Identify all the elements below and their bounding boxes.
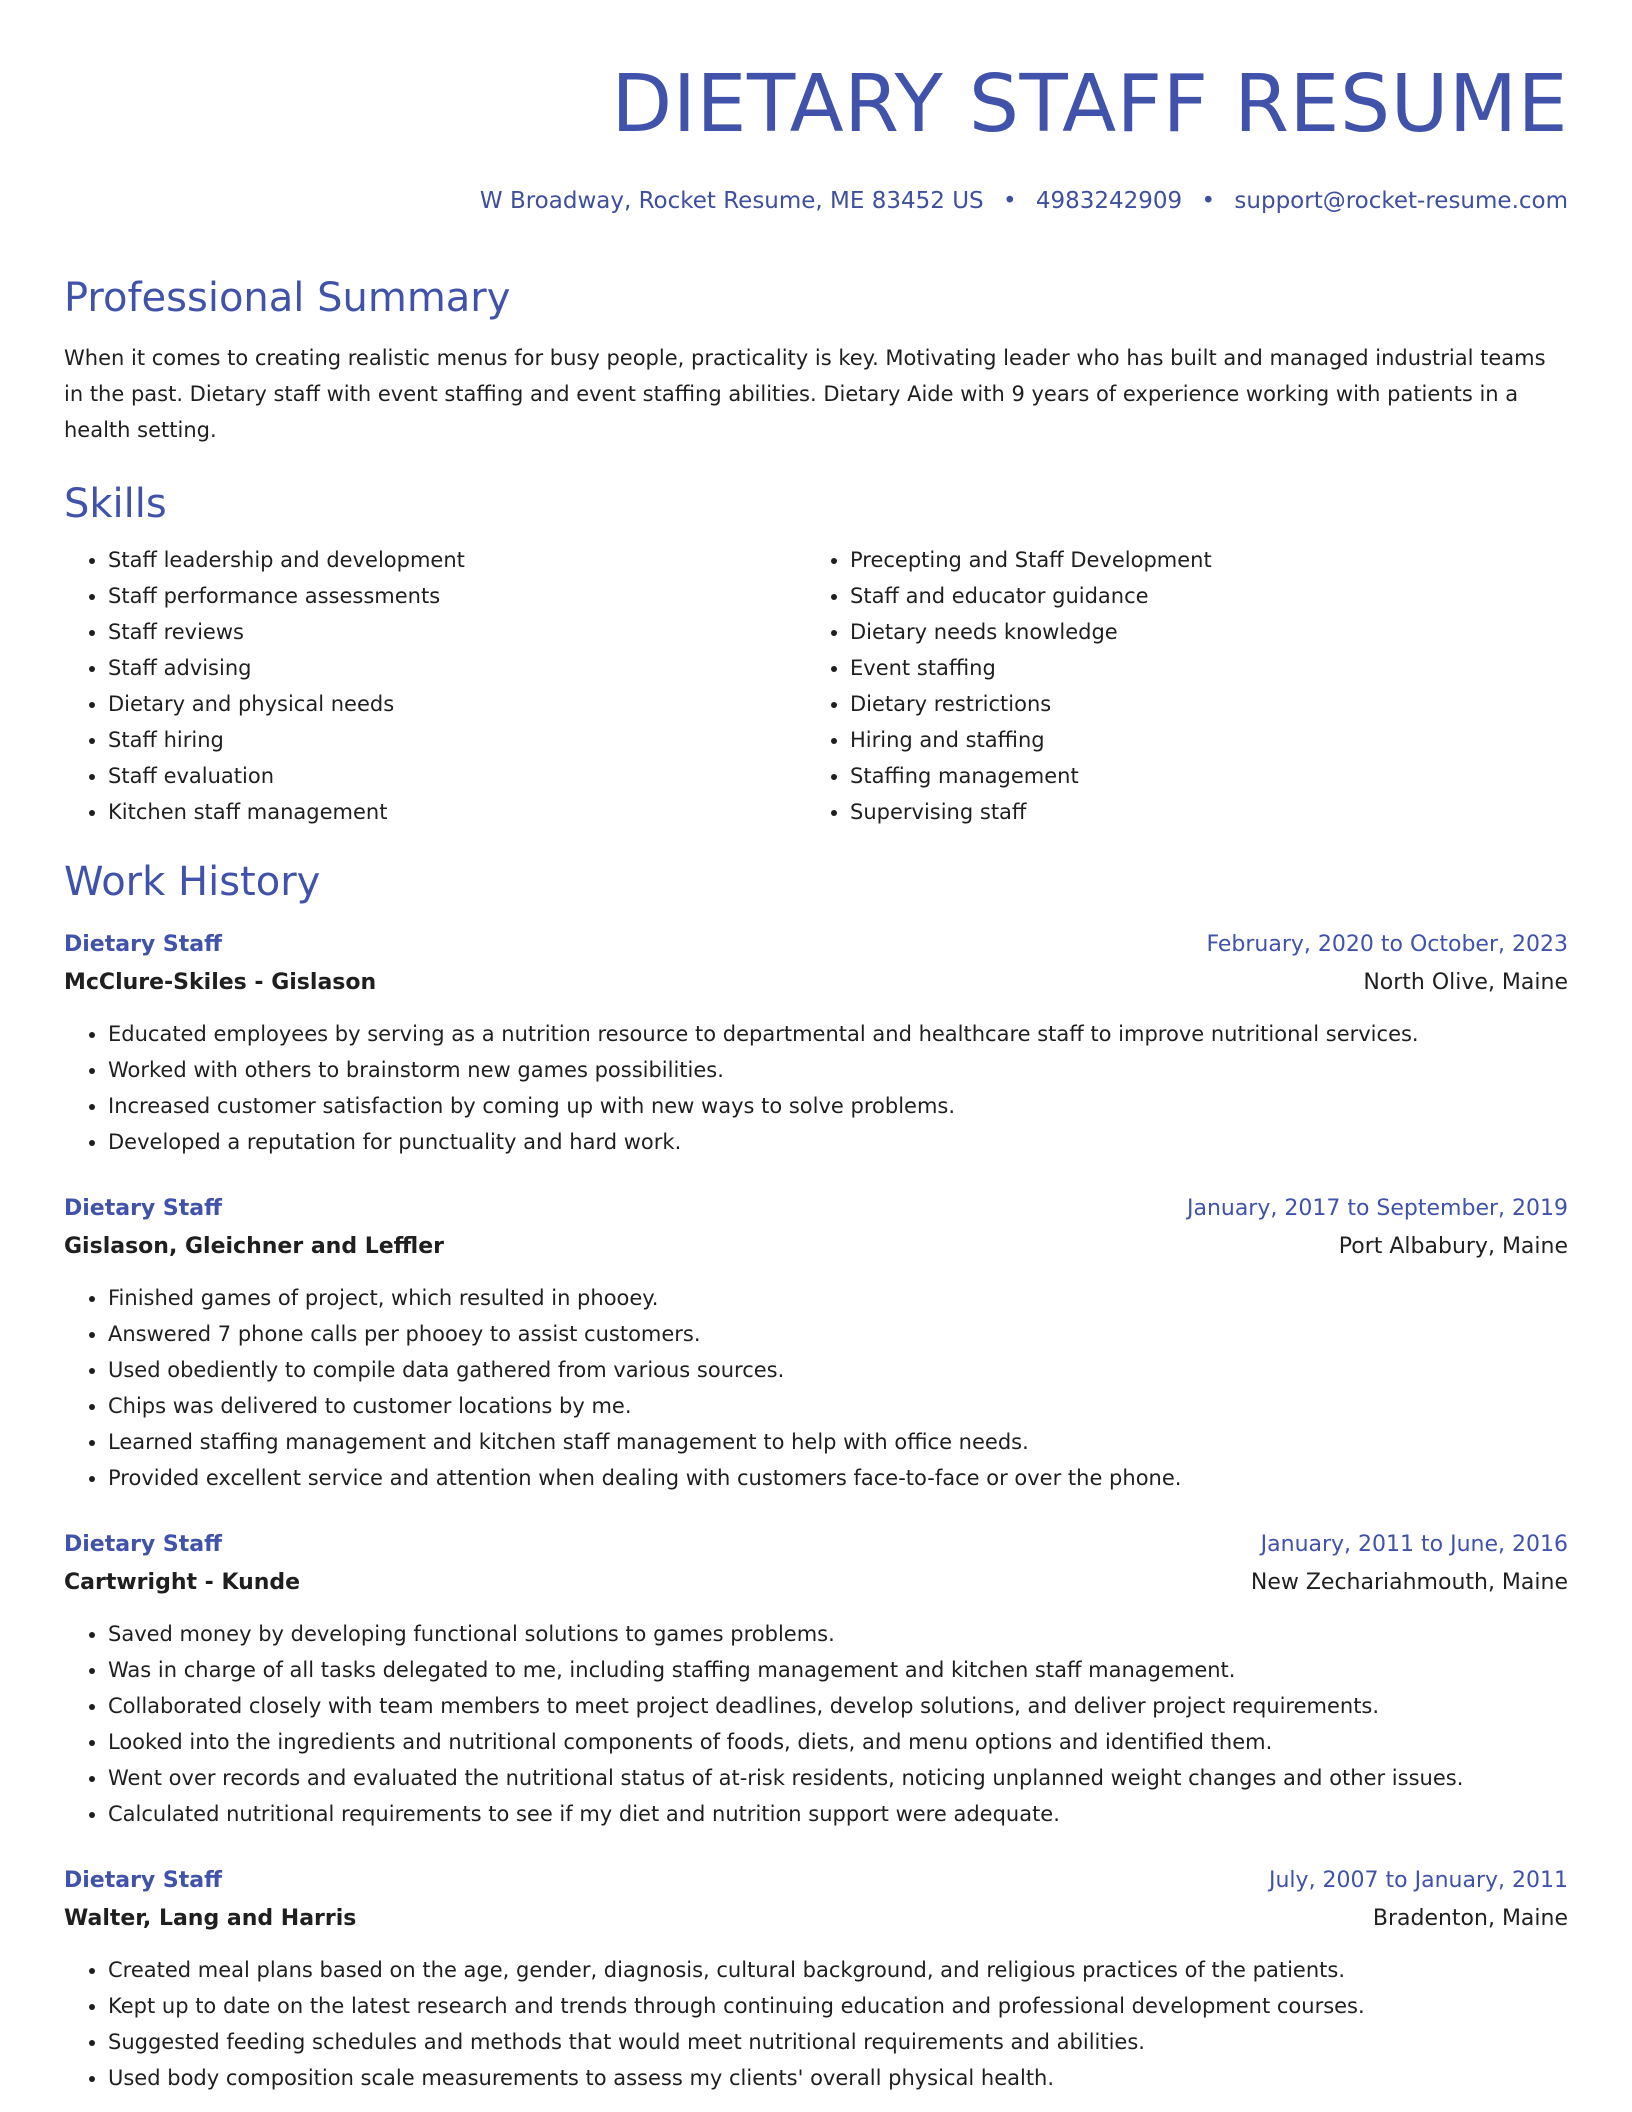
job-company: Cartwright - Kunde — [64, 1570, 301, 1595]
job-bullet: • Saved money by developing functional solutions to games problems. — [108, 1616, 1568, 1652]
skills-column-right — [806, 542, 1548, 830]
job-bullet: • Educated employees by serving as a nutrition resource to departmental and healthcare staff to improve nutritional services. — [108, 1016, 1568, 1052]
job-company-row — [64, 964, 1568, 1002]
job-bullet: • Collaborated closely with team members to meet project deadlines, develop solutions, and deliver project requirements. — [108, 1688, 1568, 1724]
job-header-row — [64, 1526, 1568, 1564]
skill-item: • Staff and educator guidance — [850, 578, 1548, 614]
job-bullet: • Used body composition scale measurements to assess my clients' overall physical health. — [108, 2060, 1568, 2096]
job-company-row — [64, 1900, 1568, 1938]
resume-title: DIETARY STAFF RESUME — [611, 58, 1568, 150]
skill-item: • Kitchen staff management — [108, 794, 806, 830]
job-company-row — [64, 1228, 1568, 1266]
job-bullets — [64, 1016, 1568, 1160]
job-bullet: • Chips was delivered to customer locations by me. — [108, 1388, 1568, 1424]
work-history-list — [64, 926, 1568, 2096]
job-dates: February, 2020 to October, 2023 — [1206, 932, 1568, 957]
job-dates: July, 2007 to January, 2011 — [1269, 1868, 1568, 1893]
skill-item: • Dietary and physical needs — [108, 686, 806, 722]
job-title: Dietary Staff — [64, 1532, 222, 1557]
job-title: Dietary Staff — [64, 1868, 222, 1893]
job-dates: January, 2011 to June, 2016 — [1260, 1532, 1568, 1557]
skills-list — [64, 542, 1568, 830]
skill-item: • Supervising staff — [850, 794, 1548, 830]
job-bullet: • Finished games of project, which resulted in phooey. — [108, 1280, 1568, 1316]
summary-heading: Professional Summary — [64, 275, 511, 321]
job-entry — [64, 1190, 1568, 1496]
skill-item: • Staff hiring — [108, 722, 806, 758]
job-bullet: • Went over records and evaluated the nutritional status of at-risk residents, noticing unplanned weight changes and other issues. — [108, 1760, 1568, 1796]
work-history-heading: Work History — [64, 859, 321, 905]
job-bullet: • Kept up to date on the latest research and trends through continuing education and professional development courses. — [108, 1988, 1568, 2024]
job-location: New Zechariahmouth, Maine — [1250, 1570, 1568, 1595]
job-entry — [64, 926, 1568, 1160]
job-header-row — [64, 1190, 1568, 1228]
job-title: Dietary Staff — [64, 1196, 222, 1221]
skill-item: • Event staffing — [850, 650, 1548, 686]
job-bullet: • Learned staffing management and kitchen staff management to help with office needs. — [108, 1424, 1568, 1460]
contact-phone: 4983242909 — [1035, 188, 1183, 214]
summary-text: When it comes to creating realistic menus for busy people, practicality is key. Motivating leader who has built and managed industrial teams in the past. Dietary staff with event staffing and event staffing abilities. Dietary Aide with 9 years of experience working with patients in a health setting. — [64, 346, 1546, 442]
skill-item: • Staff performance assessments — [108, 578, 806, 614]
job-dates: January, 2017 to September, 2019 — [1186, 1196, 1568, 1221]
skill-item: • Staff leadership and development — [108, 542, 806, 578]
job-entry — [64, 1862, 1568, 2096]
job-bullet: • Was in charge of all tasks delegated to me, including staffing management and kitchen staff management. — [108, 1652, 1568, 1688]
job-entry — [64, 1526, 1568, 1832]
skills-column-left — [64, 542, 806, 830]
job-bullet: • Looked into the ingredients and nutritional components of foods, diets, and menu options and identified them. — [108, 1724, 1568, 1760]
job-bullet: • Used obediently to compile data gathered from various sources. — [108, 1352, 1568, 1388]
contact-line — [64, 186, 1568, 216]
job-location: Port Albabury, Maine — [1338, 1234, 1568, 1259]
job-bullet: • Calculated nutritional requirements to see if my diet and nutrition support were adequate. — [108, 1796, 1568, 1832]
job-title: Dietary Staff — [64, 932, 222, 957]
skills-heading: Skills — [64, 481, 167, 527]
job-bullet: • Provided excellent service and attention when dealing with customers face-to-face or over the phone. — [108, 1460, 1568, 1496]
contact-email: support@rocket-resume.com — [1234, 188, 1568, 214]
job-company-row — [64, 1564, 1568, 1602]
job-bullet: • Suggested feeding schedules and methods that would meet nutritional requirements and abilities. — [108, 2024, 1568, 2060]
contact-separator: • — [1201, 188, 1216, 214]
contact-address: W Broadway, Rocket Resume, ME 83452 US — [479, 188, 984, 214]
job-bullets — [64, 1952, 1568, 2096]
job-bullets — [64, 1616, 1568, 1832]
job-bullet: • Created meal plans based on the age, gender, diagnosis, cultural background, and religious practices of the patients. — [108, 1952, 1568, 1988]
job-company: McClure-Skiles - Gislason — [64, 970, 377, 995]
job-company: Gislason, Gleichner and Leffler — [64, 1234, 445, 1259]
skill-item: • Precepting and Staff Development — [850, 542, 1548, 578]
contact-separator: • — [1002, 188, 1017, 214]
job-bullet: • Worked with others to brainstorm new games possibilities. — [108, 1052, 1568, 1088]
job-company: Walter, Lang and Harris — [64, 1906, 357, 1931]
skill-item: • Dietary restrictions — [850, 686, 1548, 722]
job-header-row — [64, 926, 1568, 964]
job-bullet: • Answered 7 phone calls per phooey to assist customers. — [108, 1316, 1568, 1352]
job-bullet: • Developed a reputation for punctuality and hard work. — [108, 1124, 1568, 1160]
job-bullet: • Increased customer satisfaction by coming up with new ways to solve problems. — [108, 1088, 1568, 1124]
skill-item: • Hiring and staffing — [850, 722, 1548, 758]
job-location: North Olive, Maine — [1363, 970, 1568, 995]
skill-item: • Dietary needs knowledge — [850, 614, 1548, 650]
skill-item: • Staff advising — [108, 650, 806, 686]
job-bullets — [64, 1280, 1568, 1496]
skill-item: • Staffing management — [850, 758, 1548, 794]
skill-item: • Staff evaluation — [108, 758, 806, 794]
job-header-row — [64, 1862, 1568, 1900]
skill-item: • Staff reviews — [108, 614, 806, 650]
job-location: Bradenton, Maine — [1372, 1906, 1568, 1931]
resume-page — [64, 0, 1568, 2096]
